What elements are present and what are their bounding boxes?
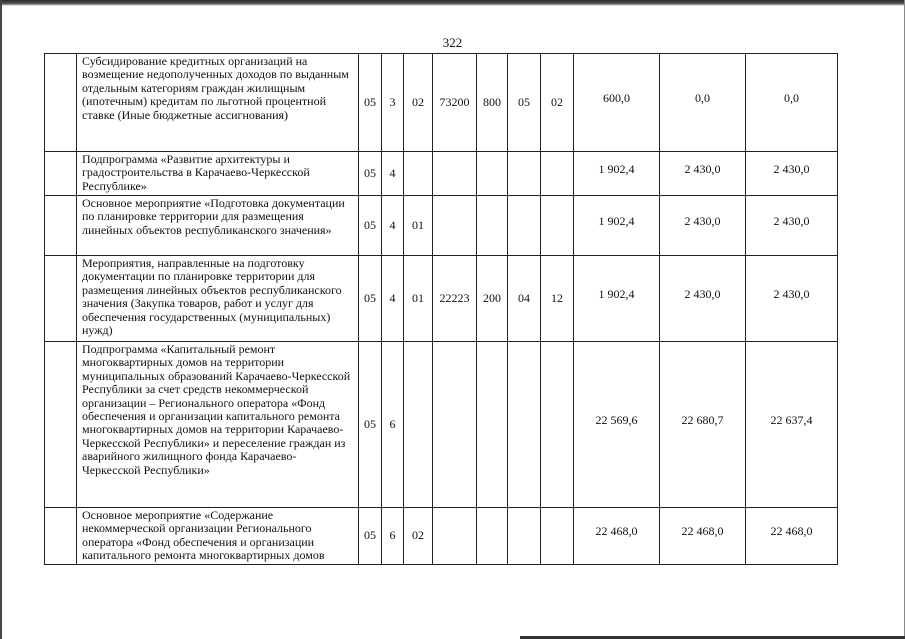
code-cell: 3	[382, 54, 404, 152]
item-name-cell: Основное мероприятие «Подготовка документации по планировке территории для размещения линейных объектов республиканского значения»	[77, 196, 359, 256]
row-number-cell	[45, 256, 77, 342]
amount-value: 22 468,0	[681, 524, 724, 539]
code-cell: 4	[382, 256, 404, 342]
amount-value: 22 680,7	[681, 412, 724, 427]
page-number: 322	[442, 35, 463, 50]
amount-cell	[660, 508, 746, 565]
code-cell: 22223	[433, 256, 477, 342]
amount-value: 0,0	[784, 90, 799, 105]
code-cell: 05	[359, 196, 382, 256]
code-cell: 800	[477, 54, 508, 152]
code-cell	[433, 342, 477, 508]
code-cell	[541, 342, 574, 508]
scan-edge-left	[0, 0, 2, 639]
amount-value: 2 430,0	[773, 161, 810, 176]
code-cell	[433, 508, 477, 565]
code-cell: 73200	[433, 54, 477, 152]
code-cell: 02	[404, 54, 433, 152]
amount-value: 22 637,4	[770, 412, 813, 427]
code-cell	[541, 196, 574, 256]
code-cell	[508, 196, 541, 256]
item-name-cell: Подпрограмма «Развитие архитектуры и градостроительства в Карачаево-Черкесской Республике»	[77, 152, 359, 196]
code-cell	[433, 152, 477, 196]
table-row	[45, 342, 838, 508]
amount-value: 2 430,0	[684, 286, 721, 301]
row-number-cell	[45, 508, 77, 565]
amount-cell	[660, 54, 746, 152]
table-row	[45, 54, 838, 152]
table-row	[45, 508, 838, 565]
amount-cell	[574, 152, 660, 196]
code-cell	[477, 196, 508, 256]
code-cell: 6	[382, 342, 404, 508]
code-cell	[508, 508, 541, 565]
amount-cell	[746, 342, 838, 508]
amount-value: 1 902,4	[598, 286, 635, 301]
scan-edge-top	[0, 0, 905, 6]
code-cell: 05	[508, 54, 541, 152]
code-cell	[404, 152, 433, 196]
item-name-cell: Мероприятия, направленные на подготовку документации по планировке территории для размещения линейных объектов республиканского значения (Закупка товаров, работ и услуг для обеспечения государственных (муниципальных) нужд)	[77, 256, 359, 342]
code-cell	[541, 152, 574, 196]
code-cell	[477, 152, 508, 196]
amount-value: 2 430,0	[684, 161, 721, 176]
code-cell: 6	[382, 508, 404, 565]
item-name-cell: Субсидирование кредитных организаций на возмещение недополученных доходов по выданным отдельным категориям граждан жилищным (ипотечным) кредитам по льготной процентной ставке (Иные бюджетные ассигнования)	[77, 54, 359, 152]
code-cell: 200	[477, 256, 508, 342]
code-cell	[404, 342, 433, 508]
code-cell	[508, 152, 541, 196]
amount-cell	[660, 342, 746, 508]
amount-value: 2 430,0	[773, 213, 810, 228]
code-cell: 4	[382, 196, 404, 256]
amount-cell	[574, 54, 660, 152]
table-row	[45, 152, 838, 196]
amount-cell	[746, 196, 838, 256]
amount-cell	[574, 196, 660, 256]
amount-cell	[660, 256, 746, 342]
code-cell	[477, 342, 508, 508]
code-cell	[508, 342, 541, 508]
amount-cell	[574, 256, 660, 342]
code-cell: 02	[541, 54, 574, 152]
code-cell: 4	[382, 152, 404, 196]
code-cell	[477, 508, 508, 565]
code-cell: 01	[404, 196, 433, 256]
amount-cell	[660, 196, 746, 256]
amount-cell	[574, 508, 660, 565]
code-cell: 05	[359, 152, 382, 196]
amount-cell	[746, 54, 838, 152]
amount-value: 22 468,0	[595, 524, 638, 539]
code-cell: 02	[404, 508, 433, 565]
code-cell: 05	[359, 342, 382, 508]
row-number-cell	[45, 196, 77, 256]
code-cell: 05	[359, 256, 382, 342]
code-cell: 12	[541, 256, 574, 342]
row-number-cell	[45, 54, 77, 152]
table-row	[45, 256, 838, 342]
amount-cell	[660, 152, 746, 196]
amount-cell	[574, 342, 660, 508]
item-name-cell: Основное мероприятие «Содержание некоммерческой организации Регионального оператора «Фонд обеспечения и организации капитального ремонта многоквартирных домов	[77, 508, 359, 565]
row-number-cell	[45, 342, 77, 508]
amount-cell	[746, 256, 838, 342]
code-cell: 05	[359, 508, 382, 565]
amount-value: 1 902,4	[598, 161, 635, 176]
code-cell	[541, 508, 574, 565]
item-name-cell: Подпрограмма «Капитальный ремонт многоквартирных домов на территории муниципальных образований Карачаево-Черкесской Республики за счет средств некоммерческой организации – Регионального оператора «Фонд обеспечения и организации капитального ремонта многоквартирных домов на территории Карачаево-Черкесской Республики» и переселение граждан из аварийного жилищного фонда Карачаево-Черкесской Республики»	[77, 342, 359, 508]
code-cell	[433, 196, 477, 256]
code-cell: 05	[359, 54, 382, 152]
table-row	[45, 196, 838, 256]
code-cell: 01	[404, 256, 433, 342]
amount-value: 0,0	[695, 90, 710, 105]
amount-value: 22 569,6	[595, 412, 638, 427]
amount-cell	[746, 152, 838, 196]
amount-value: 22 468,0	[770, 524, 813, 539]
row-number-cell	[45, 152, 77, 196]
amount-value: 2 430,0	[684, 213, 721, 228]
amount-cell	[746, 508, 838, 565]
amount-value: 1 902,4	[598, 213, 635, 228]
amount-value: 2 430,0	[773, 286, 810, 301]
amount-value: 600,0	[603, 90, 630, 105]
code-cell: 04	[508, 256, 541, 342]
budget-table	[44, 53, 838, 565]
